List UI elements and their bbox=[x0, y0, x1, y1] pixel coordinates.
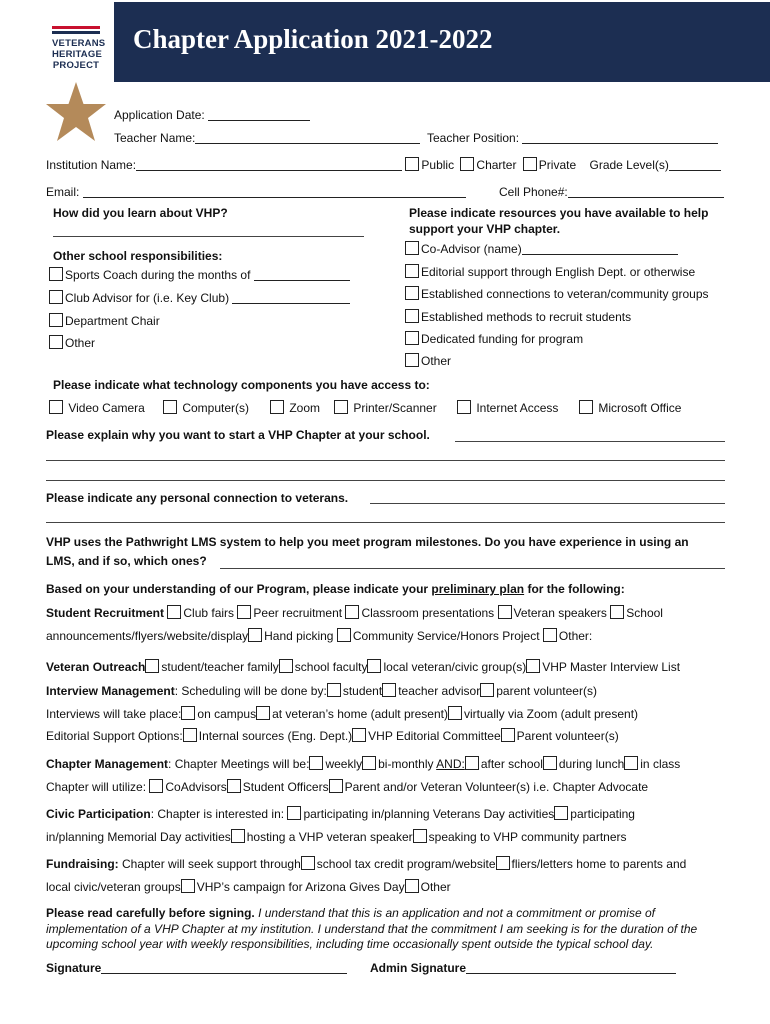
veteran-home-label: at veteran’s home (adult present) bbox=[272, 707, 448, 721]
in-class-checkbox[interactable] bbox=[624, 756, 638, 770]
editorial-options-label: Editorial Support Options: bbox=[46, 729, 183, 743]
department-chair-checkbox[interactable] bbox=[49, 313, 63, 327]
funding-checkbox[interactable] bbox=[405, 331, 419, 345]
computers-checkbox[interactable] bbox=[163, 400, 177, 414]
civic-interest-label: : Chapter is interested in: bbox=[150, 807, 285, 821]
why-answer-line-2[interactable] bbox=[46, 460, 725, 461]
teacher-name-row bbox=[114, 131, 420, 145]
video-camera-checkbox[interactable] bbox=[49, 400, 63, 414]
volunteers-checkbox[interactable] bbox=[329, 779, 343, 793]
fund-seek-label: Chapter will seek support through bbox=[118, 857, 301, 871]
civic-group-checkbox[interactable] bbox=[367, 659, 381, 673]
club-advisor-checkbox[interactable] bbox=[49, 290, 63, 304]
funding-label: Dedicated funding for program bbox=[421, 332, 584, 346]
sched-advisor-checkbox[interactable] bbox=[382, 683, 396, 697]
virtual-zoom-label: virtually via Zoom (adult present) bbox=[463, 707, 639, 721]
club-advisor-option bbox=[49, 290, 350, 305]
faculty-checkbox[interactable] bbox=[279, 659, 293, 673]
host-speaker-label: hosting a VHP veteran speaker bbox=[246, 830, 413, 844]
other-responsibilities-heading: Other school responsibilities: bbox=[53, 249, 223, 263]
tech-video-camera bbox=[49, 400, 145, 415]
sched-advisor-label: teacher advisor bbox=[398, 684, 481, 698]
arizona-gives-label: VHP’s campaign for Arizona Gives Day bbox=[196, 880, 405, 894]
civic-groups-label: local civic/veteran groups bbox=[46, 880, 181, 894]
personal-connection-line-2[interactable] bbox=[46, 522, 725, 523]
civic-row-2 bbox=[46, 829, 627, 844]
bimonthly-checkbox[interactable] bbox=[362, 756, 376, 770]
after-school-label: after school bbox=[480, 757, 543, 771]
why-answer-line-1[interactable] bbox=[455, 441, 725, 442]
fliers-checkbox[interactable] bbox=[496, 856, 510, 870]
recruitment-label: Student Recruitment bbox=[46, 606, 165, 620]
veteran-speakers-checkbox[interactable] bbox=[498, 605, 512, 619]
veteran-speakers-label: Veteran speakers bbox=[513, 606, 607, 620]
other-responsibility-option bbox=[49, 335, 95, 350]
bimonthly-label: bi-monthly bbox=[378, 757, 437, 771]
signing-statement bbox=[46, 906, 726, 953]
classroom-presentations-label: Classroom presentations bbox=[361, 606, 495, 620]
other-responsibility-label: Other bbox=[65, 336, 96, 350]
admin-signature-row bbox=[370, 961, 676, 975]
sports-coach-label: Sports Coach during the months of bbox=[65, 268, 251, 282]
faculty-label: school faculty bbox=[294, 660, 368, 674]
recruitment-other-checkbox[interactable] bbox=[543, 628, 557, 642]
teacher-name-field[interactable] bbox=[195, 131, 420, 144]
sched-parent-label: parent volunteer(s) bbox=[496, 684, 597, 698]
classroom-presentations-checkbox[interactable] bbox=[345, 605, 359, 619]
how-learn-question: How did you learn about VHP? bbox=[53, 206, 228, 220]
civic-row-1 bbox=[46, 806, 635, 821]
signing-bold: Please read carefully before signing. bbox=[46, 906, 255, 920]
civic-label: Civic Participation bbox=[46, 807, 151, 821]
school-announcements-checkbox[interactable] bbox=[610, 605, 624, 619]
peer-recruitment-label: Peer recruitment bbox=[253, 606, 343, 620]
civic-group-label: local veteran/civic group(s) bbox=[383, 660, 527, 674]
weekly-label: weekly bbox=[325, 757, 363, 771]
plan-intro-end: for the following: bbox=[524, 582, 625, 596]
during-lunch-label: during lunch bbox=[558, 757, 625, 771]
star-icon bbox=[45, 82, 107, 142]
connections-checkbox[interactable] bbox=[405, 286, 419, 300]
personal-connection-question: Please indicate any personal connection to veterans. bbox=[46, 491, 349, 505]
institution-name-label: Institution Name: bbox=[46, 158, 137, 172]
sports-coach-option bbox=[49, 267, 350, 282]
scheduling-label: : Scheduling will be done by: bbox=[174, 684, 327, 698]
club-fairs-checkbox[interactable] bbox=[167, 605, 181, 619]
editorial-support-checkbox[interactable] bbox=[405, 264, 419, 278]
logo-line-3: PROJECT bbox=[52, 60, 100, 71]
sched-student-checkbox[interactable] bbox=[327, 683, 341, 697]
microsoft-office-label: Microsoft Office bbox=[598, 401, 682, 415]
after-school-checkbox[interactable] bbox=[465, 756, 479, 770]
sched-parent-checkbox[interactable] bbox=[480, 683, 494, 697]
club-advisor-field[interactable] bbox=[232, 291, 350, 304]
admin-signature-field[interactable] bbox=[466, 961, 676, 974]
co-advisor-label: Co-Advisor (name) bbox=[421, 242, 522, 256]
connections-option bbox=[405, 286, 709, 301]
master-list-checkbox[interactable] bbox=[526, 659, 540, 673]
on-campus-checkbox[interactable] bbox=[181, 706, 195, 720]
tax-credit-checkbox[interactable] bbox=[301, 856, 315, 870]
utilize-label: Chapter will utilize: bbox=[46, 780, 147, 794]
teacher-position-label: Teacher Position: bbox=[427, 131, 520, 145]
editorial-support-label: Editorial support through English Dept. or otherwise bbox=[421, 265, 696, 279]
outreach-row bbox=[46, 659, 680, 674]
page-title: Chapter Application 2021-2022 bbox=[133, 24, 493, 54]
interview-label: Interview Management bbox=[46, 684, 175, 698]
editorial-support-option bbox=[405, 264, 695, 279]
charter-label: Charter bbox=[476, 158, 517, 172]
recruit-methods-checkbox[interactable] bbox=[405, 309, 419, 323]
microsoft-office-checkbox[interactable] bbox=[579, 400, 593, 414]
speak-partners-label: speaking to VHP community partners bbox=[428, 830, 627, 844]
veterans-day-label: participating in/planning Veterans Day activities bbox=[303, 807, 555, 821]
in-class-label: in class bbox=[640, 757, 681, 771]
cell-phone-field[interactable] bbox=[568, 185, 724, 198]
logo-line-2: HERITAGE bbox=[52, 49, 102, 60]
coadvisors-label: CoAdvisors bbox=[165, 780, 227, 794]
email-field[interactable] bbox=[83, 185, 466, 198]
speak-partners-checkbox[interactable] bbox=[413, 829, 427, 843]
lms-question-line-1: VHP uses the Pathwright LMS system to help you meet program milestones. Do you have experience in using an bbox=[46, 535, 689, 549]
resources-question-2: support your VHP chapter. bbox=[409, 222, 561, 236]
tech-printer bbox=[334, 400, 437, 415]
on-campus-label: on campus bbox=[197, 707, 257, 721]
parent-volunteer-checkbox[interactable] bbox=[501, 728, 515, 742]
department-chair-label: Department Chair bbox=[65, 314, 160, 328]
family-checkbox[interactable] bbox=[145, 659, 159, 673]
plan-intro-underlined: preliminary plan bbox=[431, 582, 525, 596]
volunteers-label: Parent and/or Veteran Volunteer(s) i.e. Chapter Advocate bbox=[344, 780, 649, 794]
connections-label: Established connections to veteran/community groups bbox=[421, 287, 709, 301]
chapter-row-2 bbox=[46, 779, 648, 794]
and-label: AND: bbox=[436, 757, 465, 771]
application-date-field[interactable] bbox=[208, 108, 310, 121]
fundraising-label: Fundraising: bbox=[46, 857, 119, 871]
recruit-methods-option bbox=[405, 309, 631, 324]
arizona-gives-checkbox[interactable] bbox=[181, 879, 195, 893]
public-label: Public bbox=[421, 158, 455, 172]
outreach-label: Veteran Outreach bbox=[46, 660, 146, 674]
veteran-home-checkbox[interactable] bbox=[256, 706, 270, 720]
virtual-zoom-checkbox[interactable] bbox=[448, 706, 462, 720]
zoom-checkbox[interactable] bbox=[270, 400, 284, 414]
public-checkbox[interactable] bbox=[405, 157, 419, 171]
teacher-name-label: Teacher Name: bbox=[114, 131, 196, 145]
meetings-label: : Chapter Meetings will be: bbox=[168, 757, 310, 771]
internal-sources-checkbox[interactable] bbox=[183, 728, 197, 742]
tech-office bbox=[579, 400, 681, 415]
why-answer-line-3[interactable] bbox=[46, 480, 725, 481]
interview-row-2 bbox=[46, 706, 638, 721]
printer-scanner-checkbox[interactable] bbox=[334, 400, 348, 414]
private-label: Private bbox=[538, 158, 577, 172]
fund-other-label: Other bbox=[420, 880, 451, 894]
veterans-day-checkbox[interactable] bbox=[287, 806, 301, 820]
signature-field[interactable] bbox=[101, 961, 347, 974]
place-label: Interviews will take place: bbox=[46, 707, 182, 721]
recruitment-row-1 bbox=[46, 605, 663, 620]
internet-access-checkbox[interactable] bbox=[457, 400, 471, 414]
family-label: student/teacher family bbox=[161, 660, 279, 674]
sports-coach-months-field[interactable] bbox=[254, 268, 350, 281]
fliers-label: fliers/letters home to parents and bbox=[511, 857, 687, 871]
video-camera-label: Video Camera bbox=[68, 401, 145, 415]
student-officers-checkbox[interactable] bbox=[227, 779, 241, 793]
admin-signature-label: Admin Signature bbox=[370, 961, 467, 975]
editorial-committee-label: VHP Editorial Committee bbox=[368, 729, 501, 743]
hand-picking-checkbox[interactable] bbox=[248, 628, 262, 642]
private-checkbox[interactable] bbox=[523, 157, 537, 171]
announcements-label: announcements/flyers/website/display bbox=[46, 629, 249, 643]
co-advisor-option bbox=[405, 241, 678, 256]
peer-recruitment-checkbox[interactable] bbox=[237, 605, 251, 619]
personal-connection-line-1[interactable] bbox=[370, 503, 725, 504]
chapter-row-1 bbox=[46, 756, 680, 771]
school-label: School bbox=[626, 606, 663, 620]
tax-credit-label: school tax credit program/website bbox=[316, 857, 496, 871]
memorial-day-label: participating bbox=[570, 807, 635, 821]
tech-computers bbox=[163, 400, 249, 415]
charter-checkbox[interactable] bbox=[460, 157, 474, 171]
signing-italic: I understand that this is an application and not a commitment or promise of implementation of a VHP Chapter at my institution. I understand that the commitment I am seeking is for the duration of the upcoming school year with weekly responsibilities, including time occasionally spent outside the typical school day. bbox=[46, 906, 698, 951]
recruitment-row-2 bbox=[46, 628, 592, 643]
printer-scanner-label: Printer/Scanner bbox=[353, 401, 437, 415]
lms-answer-line[interactable] bbox=[220, 568, 725, 569]
during-lunch-checkbox[interactable] bbox=[543, 756, 557, 770]
teacher-position-field[interactable] bbox=[522, 131, 718, 144]
weekly-checkbox[interactable] bbox=[309, 756, 323, 770]
plan-intro-text: Based on your understanding of our Program, please indicate your bbox=[46, 582, 432, 596]
grade-levels-label: Grade Level(s) bbox=[589, 158, 669, 172]
computers-label: Computer(s) bbox=[182, 401, 250, 415]
email-label: Email: bbox=[46, 185, 80, 199]
other-resource-checkbox[interactable] bbox=[405, 353, 419, 367]
other-resource-option bbox=[405, 353, 451, 368]
community-service-checkbox[interactable] bbox=[337, 628, 351, 642]
application-date-label: Application Date: bbox=[114, 108, 205, 122]
hand-picking-label: Hand picking bbox=[264, 629, 334, 643]
internal-sources-label: Internal sources (Eng. Dept.) bbox=[198, 729, 353, 743]
logo-line-1: VETERANS bbox=[52, 38, 106, 49]
parent-volunteer-label: Parent volunteer(s) bbox=[516, 729, 619, 743]
signature-row bbox=[46, 961, 347, 975]
co-advisor-name-field[interactable] bbox=[522, 242, 678, 255]
grade-levels-field[interactable] bbox=[669, 158, 721, 171]
fund-row-1 bbox=[46, 856, 686, 871]
internet-access-label: Internet Access bbox=[476, 401, 559, 415]
interview-row-3 bbox=[46, 728, 619, 743]
other-resource-label: Other bbox=[421, 354, 452, 368]
editorial-committee-checkbox[interactable] bbox=[352, 728, 366, 742]
resources-question-1: Please indicate resources you have available to help bbox=[409, 206, 709, 220]
funding-option bbox=[405, 331, 583, 346]
sports-coach-checkbox[interactable] bbox=[49, 267, 63, 281]
fund-other-checkbox[interactable] bbox=[405, 879, 419, 893]
student-officers-label: Student Officers bbox=[242, 780, 329, 794]
why-question: Please explain why you want to start a VHP Chapter at your school. bbox=[46, 428, 430, 442]
coadvisors-checkbox[interactable] bbox=[149, 779, 163, 793]
recruit-methods-label: Established methods to recruit students bbox=[421, 310, 632, 324]
application-date-row bbox=[114, 108, 310, 122]
recruitment-other-label: Other: bbox=[558, 629, 593, 643]
interview-row-1 bbox=[46, 683, 597, 698]
other-responsibility-checkbox[interactable] bbox=[49, 335, 63, 349]
chapter-label: Chapter Management bbox=[46, 757, 169, 771]
cell-phone-label: Cell Phone#: bbox=[499, 185, 568, 199]
technology-question: Please indicate what technology components you have access to: bbox=[53, 378, 430, 392]
how-learn-answer-line[interactable] bbox=[53, 236, 364, 237]
fund-row-2 bbox=[46, 879, 451, 894]
co-advisor-checkbox[interactable] bbox=[405, 241, 419, 255]
email-row bbox=[46, 185, 466, 199]
memorial-day-label-cont: in/planning Memorial Day activities bbox=[46, 830, 231, 844]
master-list-label: VHP Master Interview List bbox=[542, 660, 681, 674]
institution-row bbox=[46, 157, 721, 172]
club-fairs-label: Club fairs bbox=[183, 606, 235, 620]
tech-internet bbox=[457, 400, 558, 415]
vhp-logo bbox=[52, 26, 106, 84]
lms-question-line-2: LMS, and if so, which ones? bbox=[46, 554, 207, 568]
club-advisor-label: Club Advisor for (i.e. Key Club) bbox=[65, 291, 230, 305]
cell-phone-row bbox=[499, 185, 724, 199]
zoom-label: Zoom bbox=[289, 401, 321, 415]
memorial-day-checkbox[interactable] bbox=[554, 806, 568, 820]
signature-label: Signature bbox=[46, 961, 102, 975]
department-chair-option bbox=[49, 313, 160, 328]
teacher-position-row bbox=[427, 131, 718, 145]
host-speaker-checkbox[interactable] bbox=[231, 829, 245, 843]
institution-name-field[interactable] bbox=[136, 158, 402, 171]
plan-intro bbox=[46, 582, 625, 596]
community-service-label: Community Service/Honors Project bbox=[352, 629, 540, 643]
sched-student-label: student bbox=[342, 684, 383, 698]
tech-zoom bbox=[270, 400, 320, 415]
